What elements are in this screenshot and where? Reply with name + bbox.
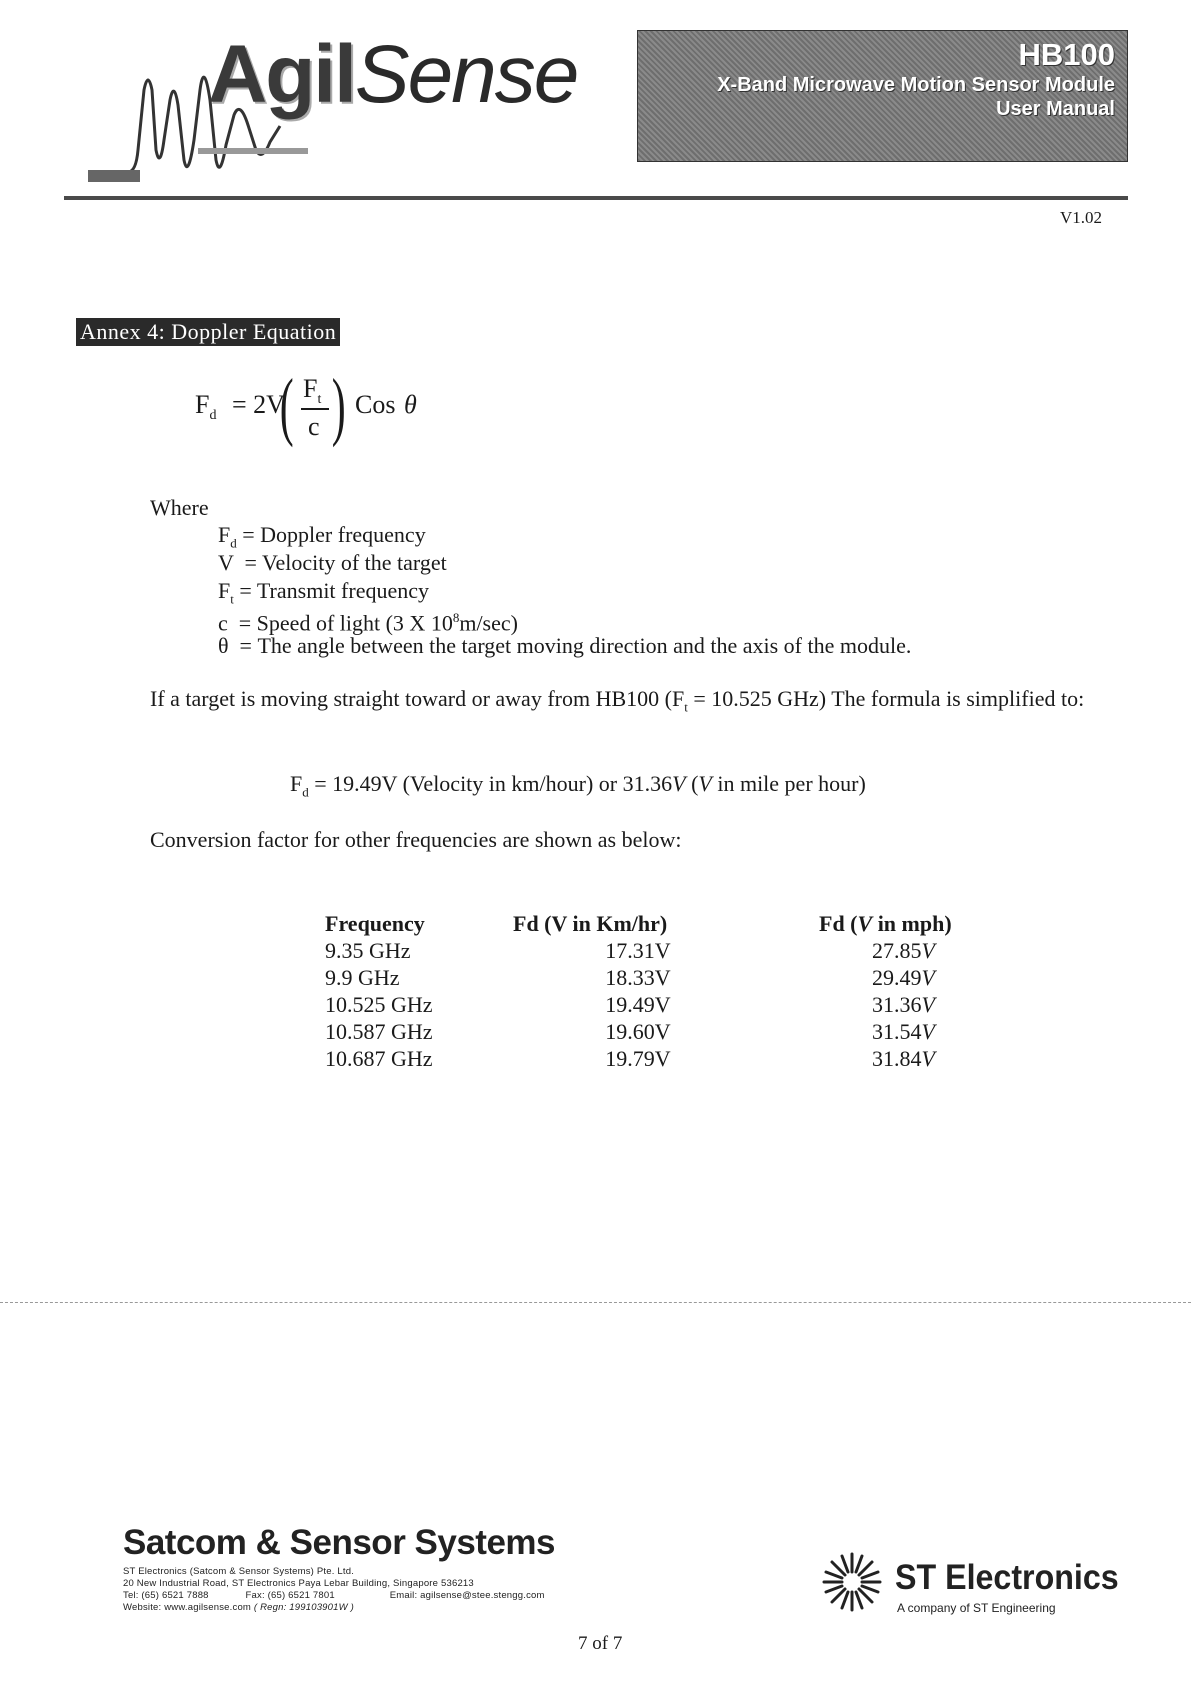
- footer-legal-name: ST Electronics (Satcom & Sensor Systems) Pte. Ltd.: [123, 1566, 355, 1577]
- definition-text: = The angle between the target moving direction and the axis of the module.: [228, 633, 912, 658]
- definition-text: = Doppler frequency: [236, 522, 426, 547]
- cell-mph: [783, 937, 1024, 964]
- cell-mph-unit: V: [921, 1019, 935, 1044]
- product-subtitle: X-Band Microwave Motion Sensor Module: [717, 74, 1115, 96]
- definition-text: = Transmit frequency: [233, 578, 429, 603]
- simplification-paragraph: [150, 685, 1120, 720]
- document-type: User Manual: [996, 98, 1115, 120]
- definition-text: = Velocity of the target: [233, 550, 447, 575]
- section-title: Annex 4: Doppler Equation: [76, 318, 340, 346]
- cell-mph-value: 31.84: [872, 1046, 922, 1071]
- page-number: 7 of 7: [578, 1633, 623, 1654]
- equation-coefficient: = 2V: [232, 390, 285, 419]
- footer-website-line: [123, 1602, 354, 1613]
- paragraph-subscript: t: [684, 699, 688, 715]
- equation-lhs-subscript: d: [209, 408, 217, 424]
- footer-website[interactable]: Website: www.agilsense.com: [123, 1602, 252, 1613]
- table-row: [325, 964, 1024, 991]
- formula-text-3: in mile per hour): [711, 771, 866, 796]
- cell-kmh: 19.79V: [605, 1046, 671, 1071]
- header-mph-pre: Fd (: [819, 911, 858, 936]
- cell-mph: [783, 1018, 1024, 1045]
- doppler-equation: [195, 364, 515, 452]
- header-mph-post: in mph): [872, 911, 952, 936]
- equation-lhs-symbol: F: [195, 390, 210, 419]
- cell-mph: [783, 964, 1024, 991]
- footer-contact: [123, 1590, 545, 1601]
- cell-frequency: 10.525 GHz: [325, 992, 433, 1017]
- product-model: HB100: [1018, 37, 1115, 72]
- header-mph-variable: V: [857, 911, 873, 936]
- cell-mph-unit: V: [921, 1046, 935, 1071]
- definition-item: [218, 632, 911, 659]
- fraction-numerator: [303, 374, 321, 408]
- cell-mph-value: 27.85: [872, 938, 922, 963]
- equation-lhs: [195, 390, 216, 424]
- footer-company-name: Satcom & Sensor Systems: [123, 1523, 556, 1562]
- definition-text: = Speed of light (3 X 10: [227, 610, 453, 636]
- header-kmh: [493, 910, 783, 937]
- cell-kmh: 19.60V: [605, 1019, 671, 1044]
- left-paren: (: [279, 364, 294, 448]
- logo-agil-text: Agil: [208, 29, 355, 120]
- where-label: Where: [150, 495, 209, 520]
- table-header-row: [325, 910, 1024, 937]
- formula-lhs: F: [290, 771, 303, 796]
- conversion-intro: Conversion factor for other frequencies are shown as below:: [150, 827, 682, 852]
- definition-symbol: V: [218, 550, 234, 575]
- cell-frequency: 9.35 GHz: [325, 938, 411, 963]
- table-row: [325, 937, 1024, 964]
- fraction-bar: [301, 408, 329, 410]
- definition-symbol: c: [218, 610, 228, 636]
- agilsense-logo: [88, 29, 578, 190]
- definition-symbol: F: [218, 578, 231, 603]
- definition-symbol: F: [218, 522, 231, 547]
- formula-text-2: (: [685, 771, 699, 796]
- document-version: V1.02: [1060, 208, 1103, 227]
- definition-subscript: t: [230, 591, 234, 607]
- footer-registration: ( Regn: 199103901W ): [253, 1602, 355, 1613]
- formula-text-1: = 19.49V (Velocity in km/hour) or 31.36: [308, 771, 673, 796]
- st-electronics-starburst-icon: [820, 1550, 884, 1614]
- footer-email[interactable]: Email: agilsense@stee.stengg.com: [389, 1590, 545, 1601]
- cell-kmh: 19.49V: [605, 992, 671, 1017]
- header-frequency: Frequency: [325, 911, 425, 936]
- simplified-formula: [290, 770, 866, 805]
- cell-frequency: 10.687 GHz: [325, 1046, 433, 1071]
- cell-frequency: 9.9 GHz: [325, 965, 400, 990]
- formula-variable-2: V: [698, 771, 712, 796]
- paragraph-text-1: If a target is moving straight toward or away from HB100 (F: [150, 686, 685, 711]
- cell-kmh: 17.31V: [605, 938, 671, 963]
- footer-divider: [0, 1302, 1191, 1303]
- footer-tel: Tel: (65) 6521 7888: [123, 1590, 209, 1601]
- footer-address: 20 New Industrial Road, ST Electronics Paya Lebar Building, Singapore 536213: [123, 1578, 474, 1589]
- table-body: [325, 937, 1024, 1072]
- cell-mph-unit: V: [921, 992, 935, 1017]
- fraction-numerator-subscript: t: [317, 392, 322, 408]
- definition-tail: m/sec): [459, 610, 518, 636]
- header-divider: [64, 196, 1128, 200]
- st-electronics-tagline: A company of ST Engineering: [897, 1601, 1056, 1615]
- cell-mph-value: 29.49: [872, 965, 922, 990]
- cell-mph-unit: V: [921, 938, 935, 963]
- st-electronics-name: ST Electronics: [895, 1558, 1119, 1597]
- definition-superscript: 8: [452, 610, 460, 625]
- cell-kmh: 18.33V: [605, 965, 671, 990]
- formula-variable-1: V: [672, 771, 686, 796]
- definition-item: [218, 549, 447, 576]
- conversion-table: [325, 910, 1024, 1072]
- header-title-box: [637, 30, 1128, 162]
- theta-symbol: θ: [404, 390, 417, 419]
- header-mph: [783, 910, 1024, 937]
- cell-mph-unit: V: [921, 965, 935, 990]
- cell-mph-value: 31.54: [872, 1019, 922, 1044]
- paragraph-text-2: = 10.525 GHz) The formula is simplified to:: [687, 686, 1085, 711]
- cell-mph-value: 31.36: [872, 992, 922, 1017]
- cell-frequency: 10.587 GHz: [325, 1019, 433, 1044]
- definition-subscript: d: [230, 535, 237, 551]
- table-row: [325, 1045, 1024, 1072]
- cell-mph: [783, 991, 1024, 1018]
- logo-sense-text: Sense: [354, 29, 578, 120]
- fraction-denominator: c: [308, 412, 320, 441]
- formula-lhs-subscript: d: [302, 784, 309, 800]
- right-paren: ): [331, 364, 346, 448]
- table-row: [325, 991, 1024, 1018]
- cos-term: Cos: [355, 390, 396, 419]
- cell-mph: [783, 1045, 1024, 1072]
- header-kmh-text: Fd (V in Km/hr): [513, 911, 668, 936]
- footer-fax: Fax: (65) 6521 7801: [245, 1590, 335, 1601]
- definition-symbol: θ: [218, 633, 229, 658]
- fraction-numerator-symbol: F: [303, 374, 318, 403]
- table-row: [325, 1018, 1024, 1045]
